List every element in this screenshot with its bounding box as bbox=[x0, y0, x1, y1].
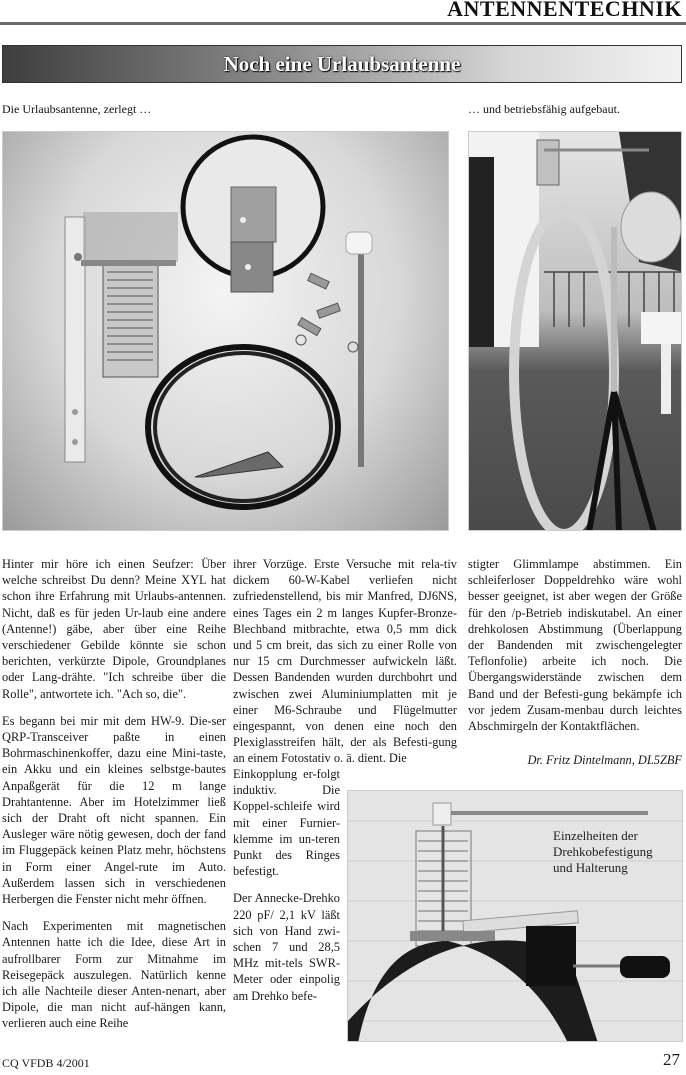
caption-line: und Halterung bbox=[553, 860, 628, 875]
caption-line: Drehkobefestigung bbox=[553, 844, 653, 859]
paragraph: Einkopplung er-folgt induktiv. Die Koppel-schleife wird mit einer Furnier-klemme im un-teren Punkt des Ringes befestigt. bbox=[233, 767, 340, 879]
paragraph: stigter Glimmlampe abstimmen. Ein schleiferloser Doppeldrehko wäre wohl besser geeignet, ist aber wegen der Größe für den /p-Betrieb indiskutabel. An einer drehkolosen Abstimmung (Überlappung der Bandenden mit zwischengelegter Teflonfolie) arbeite ich noch. Die Übergangswiderstände zwischen dem Band und der Befesti-gung bekämpfe ich vor jedem Zusam-menbau durch leichtes Abschmirgeln der Kontaktflächen. bbox=[468, 557, 682, 734]
caption-line: Einzelheiten der bbox=[553, 828, 638, 843]
paragraph: Der Annecke-Drehko 220 pF/ 2,1 kV läßt sich von Hand zwi-schen 7 und 28,5 MHz mit-tels SWR-Meter oder einpolig am Drehko befe- bbox=[233, 891, 340, 1003]
header-rule bbox=[0, 22, 686, 25]
section-title: ANTENNENTECHNIK bbox=[447, 0, 682, 21]
article-title: Noch eine Urlaubsantenne bbox=[223, 51, 461, 76]
assembled-antenna-illustration bbox=[469, 132, 682, 531]
disassembled-parts-illustration bbox=[3, 132, 449, 531]
page-number: 27 bbox=[663, 1050, 680, 1069]
wooden-rod bbox=[358, 252, 364, 467]
doorway bbox=[469, 157, 494, 347]
alligator-clip bbox=[195, 452, 283, 477]
photo-disassembled bbox=[2, 131, 449, 531]
clamp-handle bbox=[620, 956, 670, 978]
paragraph: Nach Experimenten mit magnetischen Antennen hatte ich die Idee, diese Art in aufrollbarer Form zur Mitnahme im Reisegepäck auszulegen. Natürlich kenne ich alle Nachteile dieser Anten-nenart, aber Dipole, die man nicht auf-hängen kann, verlieren auch eine Reihe bbox=[2, 919, 226, 1031]
paragraph: ihrer Vorzüge. Erste Versuche mit rela-tiv dickem 60-W-Kabel verliefen nicht zufriedenstellend, bis mir Manfred, DJ6NS, eines Tages ein 2 m langes Kupfer-Bronze-Blechband mitbrachte, etwa 0,5 mm dick und 5 cm breit, das sich zu einer Rolle von nur 15 cm Durchmesser aufwickeln läßt. Dessen Bandenden wurden durchbohrt und zwischen zwei Aluminiumplatten mit je einer M6-Schraube und Flügelmutter eingespannt, von denen eine noch den Plexiglasstreifen hält, der als Befesti-gung an einem Fotostativ o. ä. dient. Die bbox=[233, 557, 457, 766]
paragraph: Hinter mir höre ich einen Seufzer: Über welche schreibst Du denn? Meine XYL hat schon ihre Erfahrung mit Urlaubs-antennen. Nicht, daß es für jeden Ur-laub eine andere (Antenne!) gäbe, aber über eine Reihe verschiedener Gebilde könnte sie schon berichten, verkürzte Dipole, Groundplanes oder Lang-drähte. "Ich schreibe über die Rolle", antwortete ich. "Ach so, die". bbox=[2, 557, 226, 701]
rolled-band bbox=[183, 137, 323, 292]
capacitor bbox=[537, 140, 559, 185]
plexiglass-strip bbox=[65, 217, 85, 462]
paragraph: Es begann bei mir mit dem HW-9. Die-ser QRP-Transceiver paßte in einen Bohrmaschinenkoffer, dazu eine Mini-taste, ein Akku und ein kleines selbstge-bautes Anpaßgerät für die 12 m lange Drahtantenne. Aber im Hotelzimmer ließ sich der Draht oft nicht spannen. Ein Ausleger wäre nötig gewesen, doch der fand im Fluggepäck keinen Platz mehr, höchstens in Form einer Angel-rute im Auto. Außerdem lassen sich in verschiedenen Herbergen die Fenster nicht mehr öffnen. bbox=[2, 713, 226, 907]
column-3 bbox=[468, 556, 682, 734]
screws-and-wingnuts bbox=[296, 273, 358, 352]
tripod-legs bbox=[589, 392, 654, 531]
photo-assembled bbox=[468, 131, 682, 531]
detail-photo-caption bbox=[553, 828, 653, 876]
article-title-bar bbox=[2, 45, 682, 83]
column-2 bbox=[233, 556, 457, 767]
variable-capacitor bbox=[81, 260, 176, 377]
caption-right: … und betriebsfähig aufgebaut. bbox=[468, 102, 620, 116]
caption-left: Die Urlaubsantenne, zerlegt … bbox=[2, 102, 152, 116]
column-1 bbox=[2, 556, 226, 1043]
coax-cable bbox=[148, 347, 338, 507]
author-signature: Dr. Fritz Dintelmann, DL5ZBF bbox=[527, 753, 682, 767]
garden-table bbox=[641, 312, 682, 344]
clamp bbox=[526, 926, 576, 986]
column-2-narrow bbox=[233, 766, 340, 1015]
footer-journal: CQ VFDB 4/2001 bbox=[2, 1056, 90, 1070]
satellite-dish bbox=[621, 192, 681, 262]
